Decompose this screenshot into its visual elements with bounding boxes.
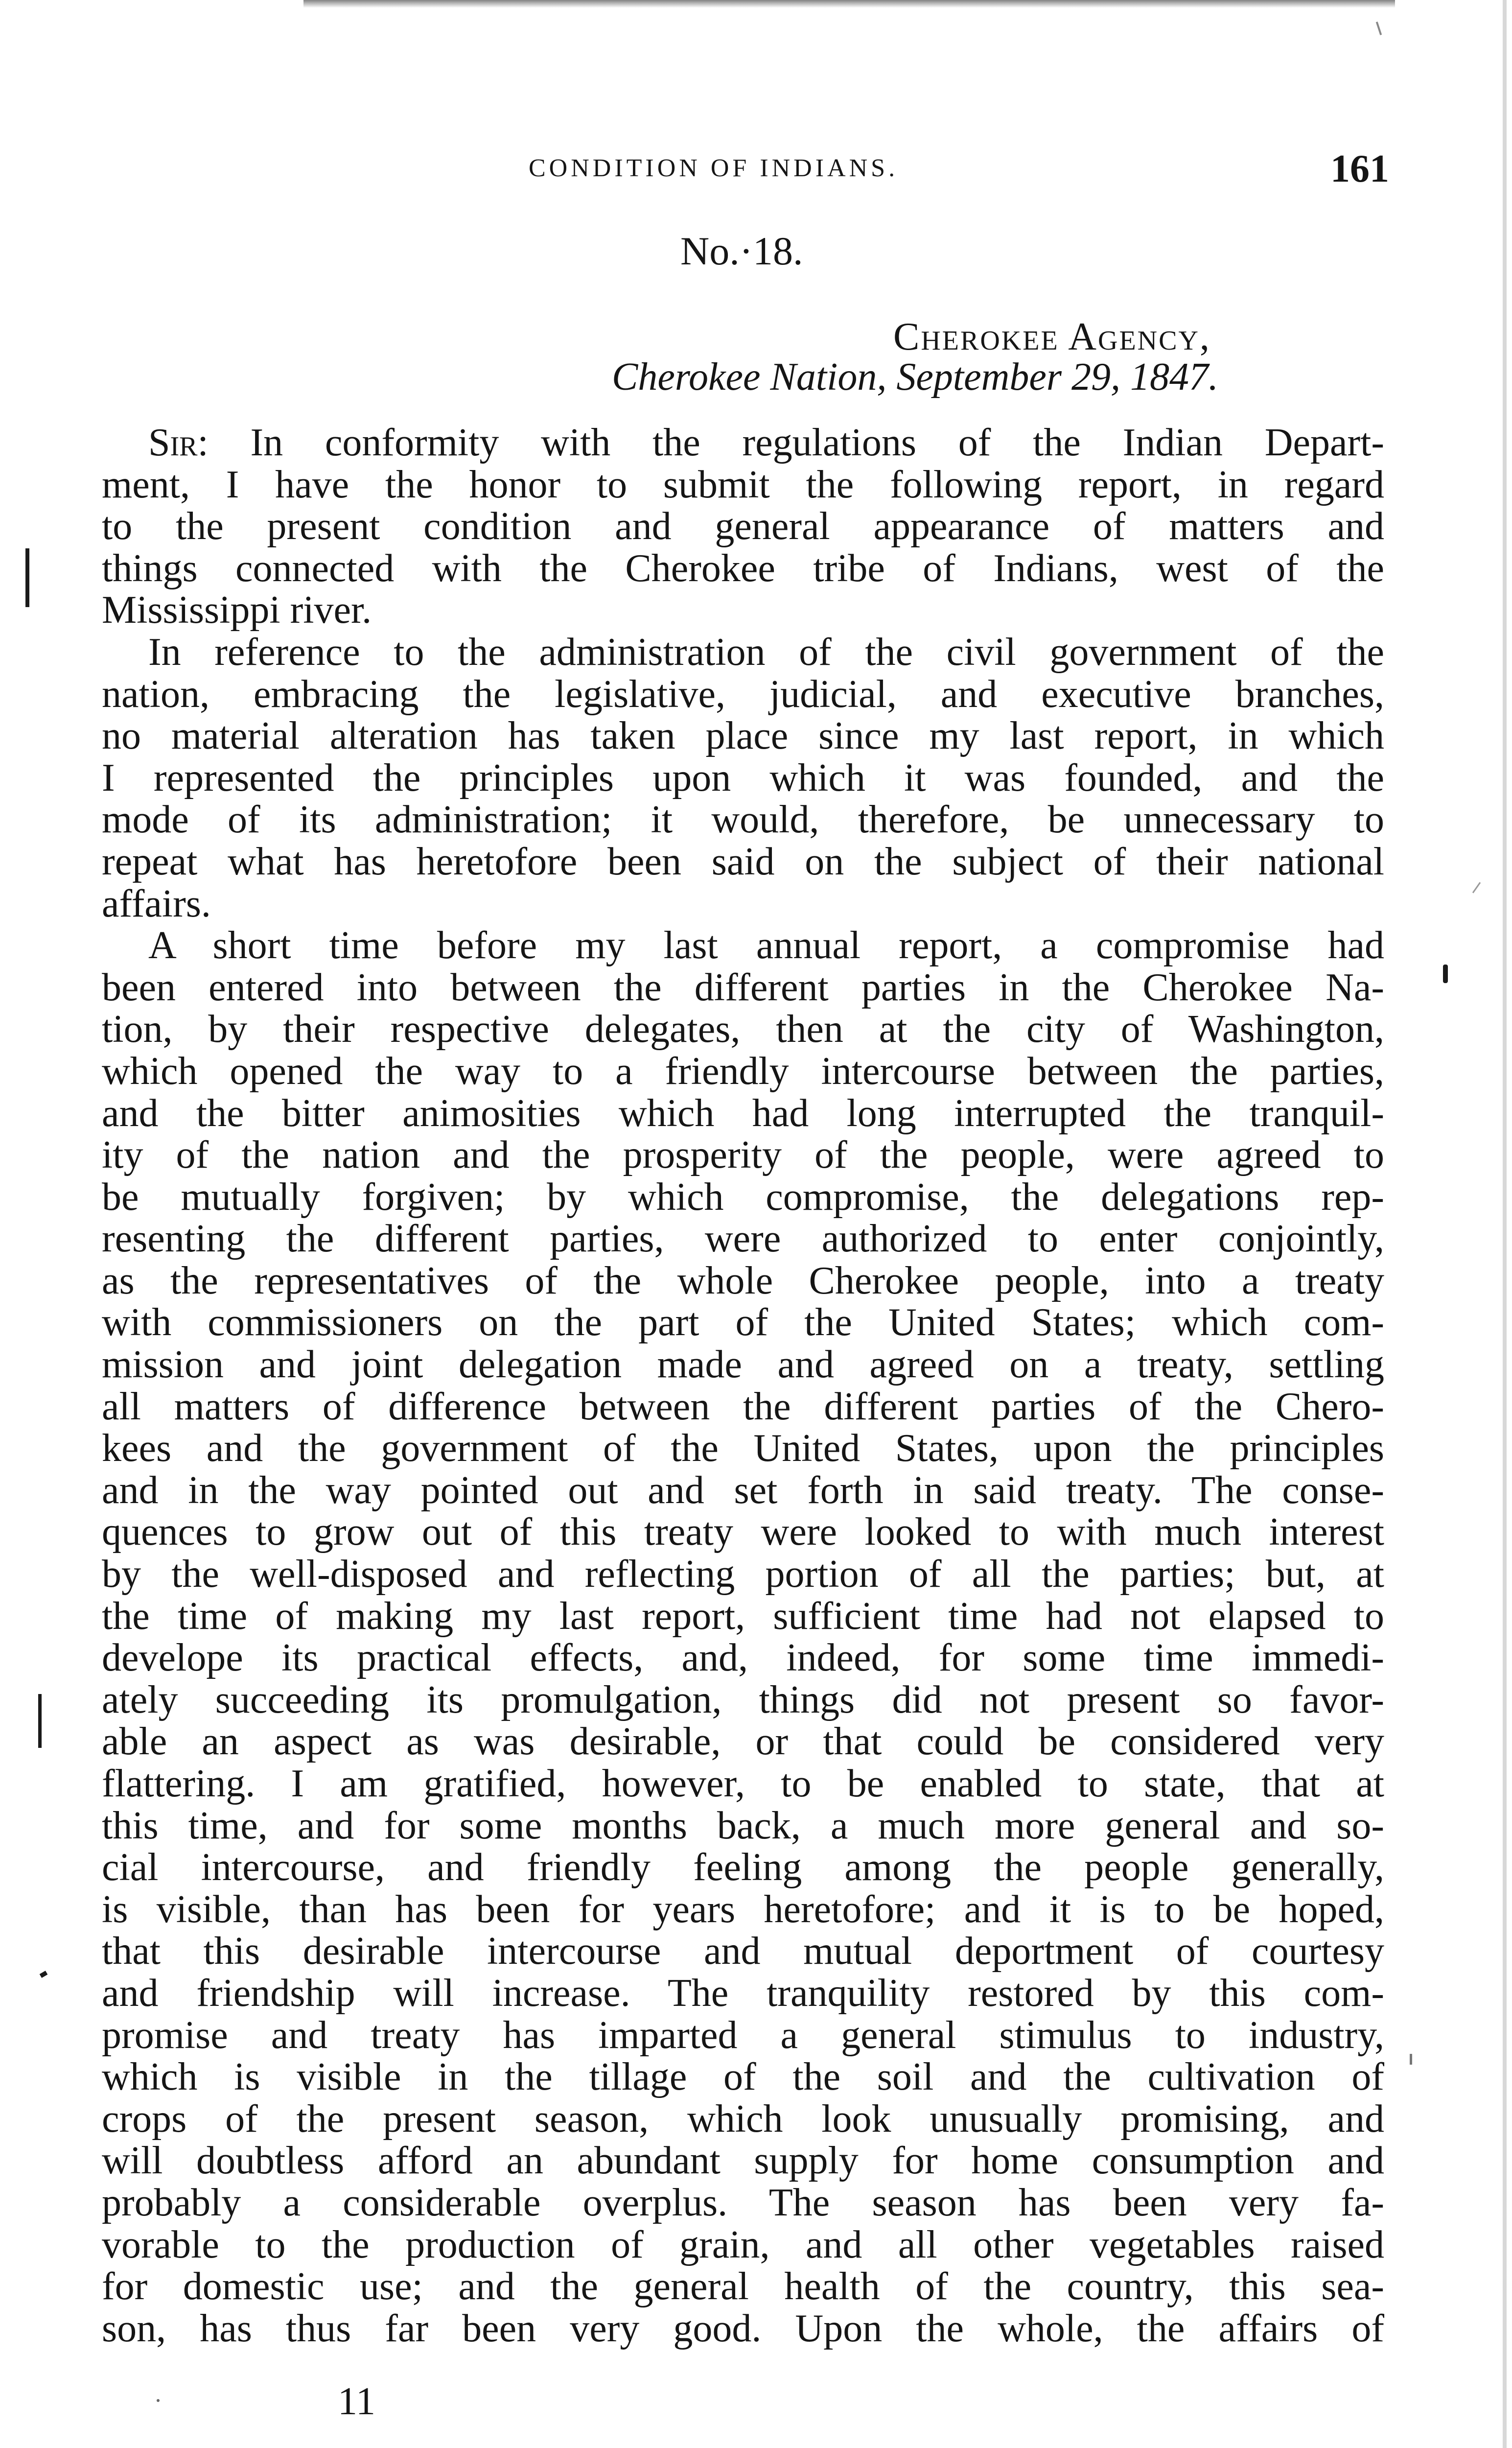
text-line bbox=[102, 841, 1384, 883]
line-text: vorable to the production of grain, and all other vegetables raised bbox=[102, 2223, 1384, 2266]
scan-right-edge bbox=[1503, 0, 1507, 2448]
line-text: no material alteration has taken place since my last report, in which bbox=[102, 714, 1384, 758]
line-text: mission and joint delegation made and agreed on a treaty, settling bbox=[102, 1343, 1384, 1387]
margin-mark bbox=[40, 1971, 48, 1978]
text-line bbox=[102, 1386, 1384, 1428]
line-text: mode of its administration; it would, therefore, be unnecessary to bbox=[102, 798, 1384, 842]
line-text: things connected with the Cherokee tribe of Indians, west of the bbox=[102, 546, 1384, 590]
line-text: I represented the principles upon which it was founded, and the bbox=[102, 756, 1384, 800]
report-body bbox=[102, 422, 1384, 2350]
signature-mark: 11 bbox=[338, 2380, 376, 2423]
salutation: Sir bbox=[148, 421, 198, 464]
text-line bbox=[102, 2015, 1384, 2057]
line-text: flattering. I am gratified, however, to be enabled to state, that at bbox=[102, 1762, 1384, 1805]
line-text: resenting the different parties, were authorized to enter conjointly, bbox=[102, 1217, 1384, 1261]
page-number: 161 bbox=[1330, 147, 1389, 190]
text-line bbox=[102, 1973, 1384, 2015]
text-line bbox=[102, 2266, 1384, 2308]
text-line bbox=[102, 1009, 1384, 1051]
line-text: is visible, than has been for years heretofore; and it is to be hoped, bbox=[102, 1887, 1384, 1931]
line-text: In reference to the administration of the civil government of the bbox=[148, 630, 1384, 674]
line-text: : In conformity with the regulations of the Indian Depart- bbox=[197, 421, 1384, 464]
text-line bbox=[102, 2098, 1384, 2141]
text-line bbox=[102, 1093, 1384, 1135]
line-text: quences to grow out of this treaty were looked to with much interest bbox=[102, 1510, 1384, 1554]
text-line bbox=[102, 632, 1384, 674]
line-text: Mississippi river. bbox=[102, 588, 372, 632]
margin-mark bbox=[1410, 2054, 1412, 2065]
line-text: develope its practical effects, and, indeed, for some time immedi- bbox=[102, 1636, 1384, 1680]
dateline-place: Cherokee Agency, bbox=[893, 315, 1211, 358]
text-line bbox=[102, 506, 1384, 548]
document-number: No.·18. bbox=[680, 229, 803, 273]
text-line bbox=[102, 1679, 1384, 1721]
line-text: affairs. bbox=[102, 882, 211, 925]
line-text: repeat what has heretofore been said on the subject of their national bbox=[102, 840, 1384, 883]
text-line bbox=[102, 883, 1384, 925]
line-text: that this desirable intercourse and mutual deportment of courtesy bbox=[102, 1930, 1384, 1973]
line-text: all matters of difference between the different parties of the Chero- bbox=[102, 1385, 1384, 1428]
scan-top-edge bbox=[303, 0, 1395, 8]
text-line bbox=[102, 1344, 1384, 1386]
text-line bbox=[102, 1763, 1384, 1805]
text-line bbox=[102, 1930, 1384, 1973]
text-line bbox=[102, 1470, 1384, 1512]
text-line bbox=[102, 1302, 1384, 1344]
line-text: by the well-disposed and reflecting portion of all the parties; but, at bbox=[102, 1553, 1384, 1596]
text-line bbox=[102, 967, 1384, 1009]
line-text: kees and the government of the United States, upon the principles bbox=[102, 1427, 1384, 1470]
line-text: and in the way pointed out and set forth in said treaty. The conse- bbox=[102, 1468, 1384, 1512]
line-text: as the representatives of the whole Cherokee people, into a treaty bbox=[102, 1259, 1384, 1302]
line-text: and friendship will increase. The tranquility restored by this com- bbox=[102, 1971, 1384, 2015]
line-text: ment, I have the honor to submit the following report, in regard bbox=[102, 463, 1384, 506]
text-line bbox=[102, 1596, 1384, 1638]
line-text: nation, embracing the legislative, judicial, and executive branches, bbox=[102, 672, 1384, 716]
line-text: with commissioners on the part of the United States; which com- bbox=[102, 1301, 1384, 1344]
text-line bbox=[102, 1889, 1384, 1931]
line-text: to the present condition and general appearance of matters and bbox=[102, 505, 1384, 548]
text-line bbox=[102, 548, 1384, 590]
line-text: able an aspect as was desirable, or that could be considered very bbox=[102, 1720, 1384, 1764]
text-line bbox=[102, 1218, 1384, 1260]
line-text: ity of the nation and the prosperity of the people, were agreed to bbox=[102, 1133, 1384, 1177]
text-line bbox=[102, 2182, 1384, 2224]
text-line bbox=[102, 2140, 1384, 2182]
text-line bbox=[102, 1805, 1384, 1847]
line-text: been entered into between the different parties in the Cherokee Na- bbox=[102, 965, 1384, 1009]
text-line bbox=[102, 1511, 1384, 1554]
text-line bbox=[102, 1554, 1384, 1596]
line-text: this time, and for some months back, a much more general and so- bbox=[102, 1804, 1384, 1847]
margin-mark bbox=[1472, 882, 1481, 893]
running-title: CONDITION OF INDIANS. bbox=[529, 154, 899, 182]
line-text: and the bitter animosities which had long interrupted the tranquil- bbox=[102, 1091, 1384, 1135]
line-text: promise and treaty has imparted a general stimulus to industry, bbox=[102, 2013, 1384, 2057]
line-text: be mutually forgiven; by which compromise, the delegations rep- bbox=[102, 1175, 1384, 1219]
text-line bbox=[102, 1051, 1384, 1093]
text-line bbox=[102, 799, 1384, 841]
text-line bbox=[102, 674, 1384, 716]
margin-mark bbox=[1443, 965, 1448, 983]
line-text: which is visible in the tillage of the soil and the cultivation of bbox=[102, 2055, 1384, 2099]
text-line bbox=[102, 1177, 1384, 1219]
line-text: will doubtless afford an abundant supply for home consumption and bbox=[102, 2139, 1384, 2183]
line-text: son, has thus far been very good. Upon the whole, the affairs of bbox=[102, 2307, 1384, 2350]
text-line bbox=[102, 2224, 1384, 2266]
line-text: probably a considerable overplus. The season has been very fa- bbox=[102, 2181, 1384, 2224]
margin-mark bbox=[38, 1694, 42, 1748]
margin-mark bbox=[1376, 22, 1382, 35]
text-line bbox=[102, 589, 1384, 632]
text-line bbox=[102, 1847, 1384, 1889]
text-line bbox=[102, 1260, 1384, 1302]
line-text: for domestic use; and the general health of the country, this sea- bbox=[102, 2265, 1384, 2308]
text-line bbox=[102, 757, 1384, 800]
margin-mark bbox=[25, 548, 29, 607]
text-line bbox=[102, 715, 1384, 757]
line-text: crops of the present season, which look unusually promising, and bbox=[102, 2097, 1384, 2141]
line-text: ately succeeding its promulgation, things did not present so favor- bbox=[102, 1678, 1384, 1721]
line-text: tion, by their respective delegates, then at the city of Washington, bbox=[102, 1008, 1384, 1051]
text-line bbox=[102, 1721, 1384, 1763]
text-line bbox=[102, 464, 1384, 506]
line-text: A short time before my last annual report, a compromise had bbox=[148, 924, 1384, 967]
text-line bbox=[102, 1637, 1384, 1679]
text-line bbox=[102, 2308, 1384, 2350]
text-line bbox=[102, 422, 1384, 464]
line-text: the time of making my last report, sufficient time had not elapsed to bbox=[102, 1594, 1384, 1638]
text-line bbox=[102, 1428, 1384, 1470]
text-line bbox=[102, 925, 1384, 967]
text-line bbox=[102, 2056, 1384, 2098]
dateline-location-date: Cherokee Nation, September 29, 1847. bbox=[612, 355, 1219, 399]
line-text: cial intercourse, and friendly feeling among the people generally, bbox=[102, 1846, 1384, 1889]
margin-mark bbox=[157, 2399, 160, 2402]
text-line bbox=[102, 1134, 1384, 1177]
line-text: which opened the way to a friendly intercourse between the parties, bbox=[102, 1049, 1384, 1093]
